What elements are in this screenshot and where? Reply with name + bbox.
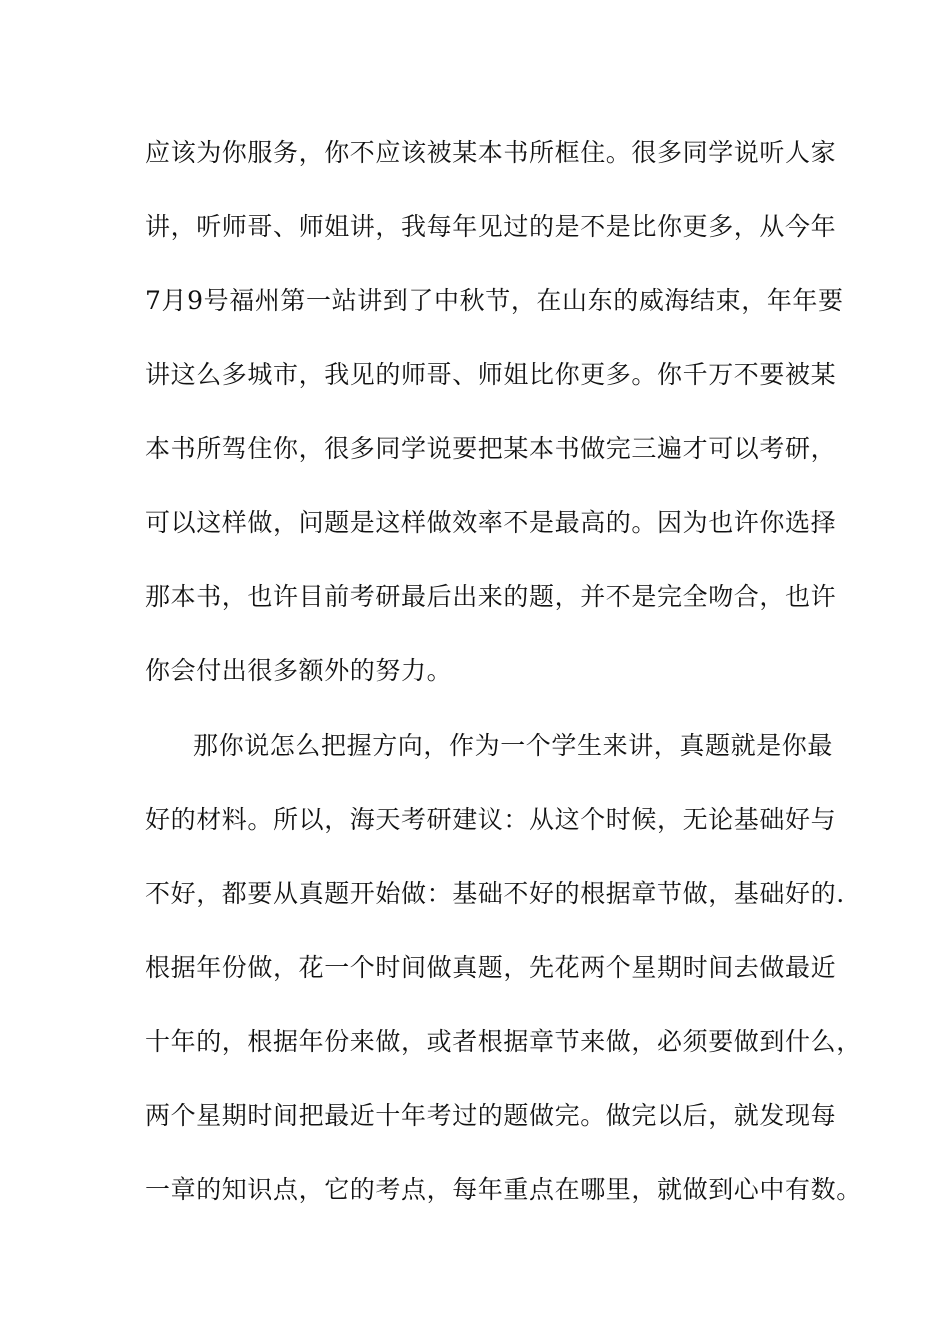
text-line: 讲，听师哥、师姐讲，我每年见过的是不是比你更多，从今年 (145, 212, 837, 241)
text-line: 两个星期时间把最近十年考过的题做完。做完以后，就发现每 (145, 1101, 837, 1130)
text-line: 你会付出很多额外的努力。 (145, 656, 453, 685)
text-line: 那你说怎么把握方向，作为一个学生来讲，真题就是你最 (193, 731, 834, 760)
text-line: 不好，都要从真题开始做：基础不好的根据章节做，基础好的. (145, 879, 845, 908)
text-line: 那本书，也许目前考研最后出来的题，并不是完全吻合，也许 (145, 582, 837, 611)
text-line: 可以这样做，问题是这样做效率不是最高的。因为也许你选择 (145, 508, 837, 537)
text-line: 7月9号福州第一站讲到了中秋节，在山东的威海结束，年年要 (145, 286, 844, 315)
text-line: 根据年份做，花一个时间做真题，先花两个星期时间去做最近 (145, 953, 837, 982)
text-line: 应该为你服务，你不应该被某本书所框住。很多同学说听人家 (145, 138, 837, 167)
text-line: 本书所驾住你，很多同学说要把某本书做完三遍才可以考研， (145, 434, 837, 463)
text-line: 讲这么多城市，我见的师哥、师姐比你更多。你千万不要被某 (145, 360, 837, 389)
text-line: 一章的知识点，它的考点，每年重点在哪里，就做到心中有数。 (145, 1175, 862, 1204)
text-line: 好的材料。所以，海天考研建议：从这个时候，无论基础好与 (145, 805, 837, 834)
text-line: 十年的，根据年份来做，或者根据章节来做，必须要做到什么， (145, 1027, 862, 1056)
